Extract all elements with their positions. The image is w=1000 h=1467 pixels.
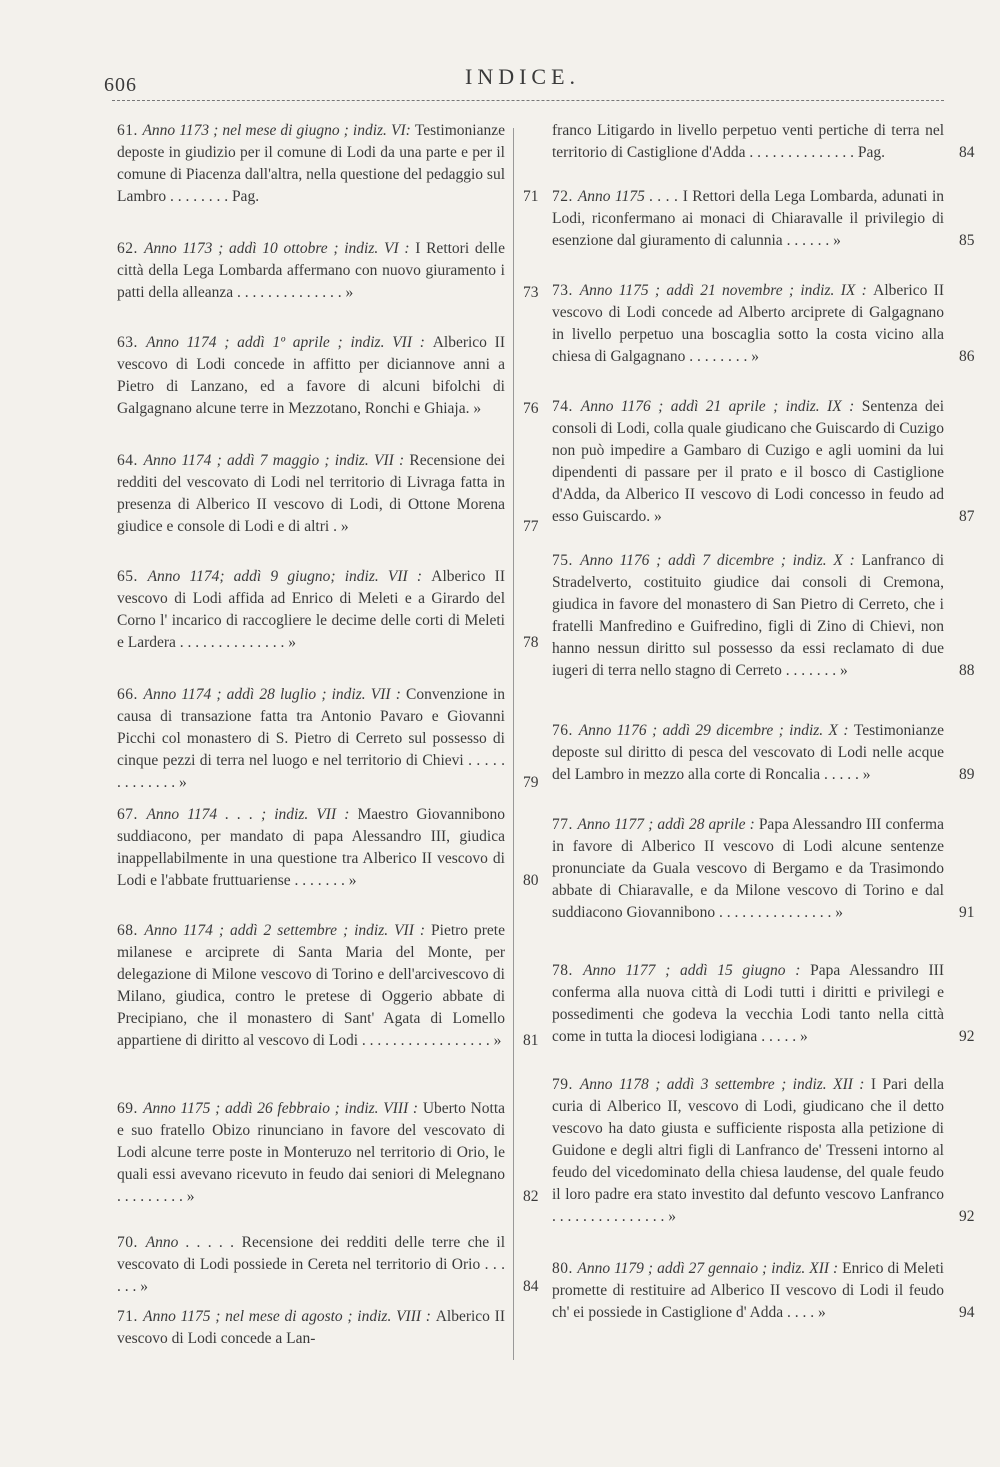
entry-page-ref: 94 [959, 1304, 975, 1321]
entry-date: Anno 1174; addì 9 giugno; indiz. VII : [147, 568, 432, 585]
entry-page-ref: 92 [959, 1208, 975, 1225]
entry-number: 72. [552, 188, 578, 205]
entry-number: 71. [117, 1308, 144, 1325]
entry-page-ref: 82 [523, 1188, 539, 1205]
entry-page-ref: 89 [959, 766, 975, 783]
page-number: 606 [104, 74, 137, 96]
index-entry [552, 720, 975, 786]
entry-page-ref: 79 [523, 774, 539, 791]
entry-number: 63. [117, 334, 147, 351]
index-entry [117, 120, 539, 208]
entry-summary: Lanfranco di Stradelverto, costituito giudice dai consoli di Cremona, giudica in favore del monastero di San Pietro di Cerreto, che i fratelli Manfredino e Guifredino, figli di Zino di Chievi, non hanno nessun diritto sul possesso da essi reclamato di due iugeri di terra nello stagno di Cerreto . . . . . . . » [552, 552, 944, 679]
running-title: INDICE. [465, 64, 581, 89]
index-entry [117, 566, 539, 654]
index-entry [117, 1306, 505, 1350]
entry-summary: I Rettori della Lega Lombarda, adunati in Lodi, riconfermano ai monaci di Chiaravalle il privilegio di esenzione dal giuramento di calunnia . . . . . . » [552, 188, 945, 249]
entry-summary: Alberico II vescovo di Lodi concede in affitto per diciannove anni a Pietro di Lanzano, ed a favore di alcuni bifolchi di Galgagnano alcune terre in Mezzotano, Ronchi e Ghiaja. » [117, 334, 505, 417]
entry-summary: Alberico II vescovo di Lodi concede a Lan- [117, 1308, 506, 1347]
index-entry [552, 186, 975, 252]
entry-date: Anno 1174 ; addì 2 settembre ; indiz. VII : [144, 922, 432, 939]
entry-summary: Pietro prete milanese e arciprete di Santa Maria del Monte, per delegazione di Milone vescovo di Torino e dell'arcivescovo di Milano, giudica, contro le pretese di Oggerio abbate di Precipiano, che il monastero di Sant' Agata di Lomello appartiene di diritto al vescovo di Lodi . . . . . . . . . . . . . . . . . » [117, 922, 505, 1049]
index-entry [117, 804, 539, 892]
entry-date: Anno 1179 ; addì 27 gennaio ; indiz. XII : [577, 1260, 843, 1277]
entry-page-ref: 78 [523, 634, 539, 651]
entry-page-ref: 73 [523, 284, 539, 301]
entry-summary: Papa Alessandro III conferma alla nuova città di Lodi tutti i diritti e privilegi e possedimenti che godeva la vecchia Lodi tanto nella città come in tutta la diocesi lodigiana . . . . . » [552, 962, 944, 1045]
entry-date: Anno 1174 ; addì 1º aprile ; indiz. VII : [146, 334, 433, 351]
entry-summary: Testimonianze deposte sul diritto di pesca del vescovato di Lodi nelle acque del Lambro in mezzo alla corte di Roncalia . . . . . » [552, 722, 944, 783]
entry-page-ref: 85 [959, 232, 975, 249]
entry-number: 73. [552, 282, 580, 299]
entry-summary: Testimonianze deposte in giudizio per il comune di Lodi da una parte e per il comune di Piacenza dall'altra, nella questione del pedaggio sul Lambro . . . . . . . . Pag. [117, 122, 506, 205]
entry-number: 76. [552, 722, 579, 739]
entry-date: Anno 1174 ; addì 28 luglio ; indiz. VII : [143, 686, 407, 703]
entry-date: Anno . . . . . [145, 1234, 242, 1251]
entry-page-ref: 77 [523, 518, 539, 535]
entry-date: Anno 1174 ; addì 7 maggio ; indiz. VII : [143, 452, 410, 469]
entry-page-ref: 71 [523, 188, 539, 205]
entry-number: 64. [117, 452, 144, 469]
entry-summary: Alberico II vescovo di Lodi concede ad Alberto arciprete di Galgagnano in livello perpetuo una boscaglia sotto la costa vicino alla chiesa di Galgagnano . . . . . . . . » [552, 282, 944, 365]
index-entry [552, 550, 975, 682]
entry-number: 68. [117, 922, 145, 939]
entry-number: 66. [117, 686, 144, 703]
entry-page-ref: 91 [959, 904, 975, 921]
index-entry [117, 1098, 539, 1208]
entry-number: 74. [552, 398, 581, 415]
entry-number: 65. [117, 568, 148, 585]
entry-number: 69. [117, 1100, 144, 1117]
entry-number: 61. [117, 122, 143, 139]
entry-number: 78. [552, 962, 584, 979]
entry-date: Anno 1177 ; addì 28 aprile : [577, 816, 759, 833]
index-entry [552, 1258, 975, 1324]
entry-date: Anno 1173 ; addì 10 ottobre ; indiz. VI : [144, 240, 416, 257]
entry-date: Anno 1173 ; nel mese di giugno ; indiz. VI: [142, 122, 415, 139]
entry-date: Anno 1176 ; addì 21 aprile ; indiz. IX : [580, 398, 862, 415]
entry-number: 70. [117, 1234, 146, 1251]
index-entry [117, 920, 539, 1052]
entry-page-ref: 84 [523, 1278, 539, 1295]
index-entry [552, 396, 975, 528]
entry-page-ref: 80 [523, 872, 539, 889]
entry-number: 80. [552, 1260, 578, 1277]
entry-number: 79. [552, 1076, 580, 1093]
index-entry [552, 814, 975, 924]
index-entry [552, 1074, 975, 1228]
entry-summary: Sentenza dei consoli di Lodi, colla quale giudicano che Guiscardo di Cuzigo non può impedire a Gambaro di Cuzigo e agli uomini da lui dipendenti di passare per il prato e il bosco di Castiglione d'Adda, da Alberico II vescovo di Lodi concesso in feudo ad esso Guiscardo. » [552, 398, 944, 525]
index-entry [117, 238, 539, 304]
entry-date: Anno 1178 ; addì 3 settembre ; indiz. XII : [579, 1076, 871, 1093]
entry-page-ref: 88 [959, 662, 975, 679]
entry-summary: Papa Alessandro III conferma in favore di Alberico II vescovo di Lodi alcune sentenze pronunciate da Guala vescovo di Bergamo e da Trasimondo abbate di Chiaravalle, e da Milone vescovo di Torino e dal suddiacono Giovannibono . . . . . . . . . . . . . . . » [552, 816, 944, 921]
index-entry [117, 450, 539, 538]
entry-page-ref: 76 [523, 400, 539, 417]
index-entry [117, 332, 539, 420]
entry-page-ref: 86 [959, 348, 975, 365]
entry-summary: Enrico di Meleti promette di restituire ad Alberico II vescovo di Lodi il feudo ch' ei possiede in Castiglione d' Adda . . . . » [552, 1260, 944, 1321]
index-entry [117, 1232, 539, 1298]
entry-summary: Maestro Giovannibono suddiacono, per mandato di papa Alessandro III, giudica inappellabilmente in una questione tra Alberico II vescovo di Lodi e l'abbate fruttuariense . . . . . . . » [117, 806, 506, 889]
entry-number: 75. [552, 552, 581, 569]
entry-summary: Recensione dei redditi delle terre che il vescovato di Lodi possiede in Cereta nel territorio di Orio . . . . . . » [117, 1234, 505, 1295]
entry-date: Anno 1176 ; addì 29 dicembre ; indiz. X : [578, 722, 854, 739]
index-entry [552, 120, 975, 164]
entry-summary: franco Litigardo in livello perpetuo venti pertiche di terra nel territorio di Castiglione d'Adda . . . . . . . . . . . . . . Pag. [552, 122, 944, 161]
entry-date: Anno 1175 ; nel mese di agosto ; indiz. VIII : [143, 1308, 436, 1325]
entry-page-ref: 92 [959, 1028, 975, 1045]
header-rule [112, 100, 944, 101]
entry-number: 77. [552, 816, 578, 833]
entry-number: 67. [117, 806, 147, 823]
entry-page-ref: 81 [523, 1032, 539, 1049]
index-entry [552, 280, 975, 368]
entry-number: 62. [117, 240, 145, 257]
entry-page-ref: 84 [959, 144, 975, 161]
entry-summary: I Pari della curia di Alberico II, vescovo di Lodi, giudicano che il detto vescovo ha dato giusta e sufficiente risposta alla petizione di Guidone e degli altri figli di Lanfranco de' Tresseni intorno al feudo del vicedominato della chiesa laudense, del quale feudo il loro padre era stato investito dal defunto vescovo Lanfranco . . . . . . . . . . . . . . . » [552, 1076, 945, 1225]
entry-date: Anno 1175 ; addì 26 febbraio ; indiz. VIII : [143, 1100, 423, 1117]
entry-summary: Uberto Notta e suo fratello Obizo rinunciano in favore del vescovato di Lodi alcune terre poste in Monteruzo nel territorio di Orio, le quali essi avevano ricevuto in feudo dai seniori di Melegnano . . . . . . . . . » [117, 1100, 506, 1205]
column-divider [513, 128, 514, 1360]
entry-summary: Convenzione in causa di transazione fatta tra Antonio Pavaro e Giovanni Picchi col monastero di S. Pietro di Cerreto sul possesso di cinque pezzi di terra nel luogo e nel territorio di Chievi . . . . . . . . . . . . . » [117, 686, 505, 791]
entry-summary: I Rettori delle città della Lega Lombarda affermano con nuovo giuramento i patti della alleanza . . . . . . . . . . . . . . » [117, 240, 505, 301]
entry-date: Anno 1175 . . . . [577, 188, 683, 205]
entry-date: Anno 1176 ; addì 7 dicembre ; indiz. X : [580, 552, 862, 569]
index-entry [552, 960, 975, 1048]
entry-date: Anno 1174 . . . ; indiz. VII : [146, 806, 358, 823]
entry-date: Anno 1175 ; addì 21 novembre ; indiz. IX : [579, 282, 874, 299]
index-entry [117, 684, 539, 794]
entry-page-ref: 87 [959, 508, 975, 525]
entry-summary: Alberico II vescovo di Lodi affida ad Enrico di Meleti e a Girardo del Corno l' incarico di raccogliere le decime delle corti di Meleti e Lardera . . . . . . . . . . . . . . » [117, 568, 505, 651]
entry-summary: Recensione dei redditi del vescovato di Lodi nel territorio di Livraga fatta in presenza di Alberico II vescovo di Lodi, di Ottone Morena giudice e console di Lodi e di altri . » [117, 452, 506, 535]
entry-date: Anno 1177 ; addì 15 giugno : [583, 962, 811, 979]
